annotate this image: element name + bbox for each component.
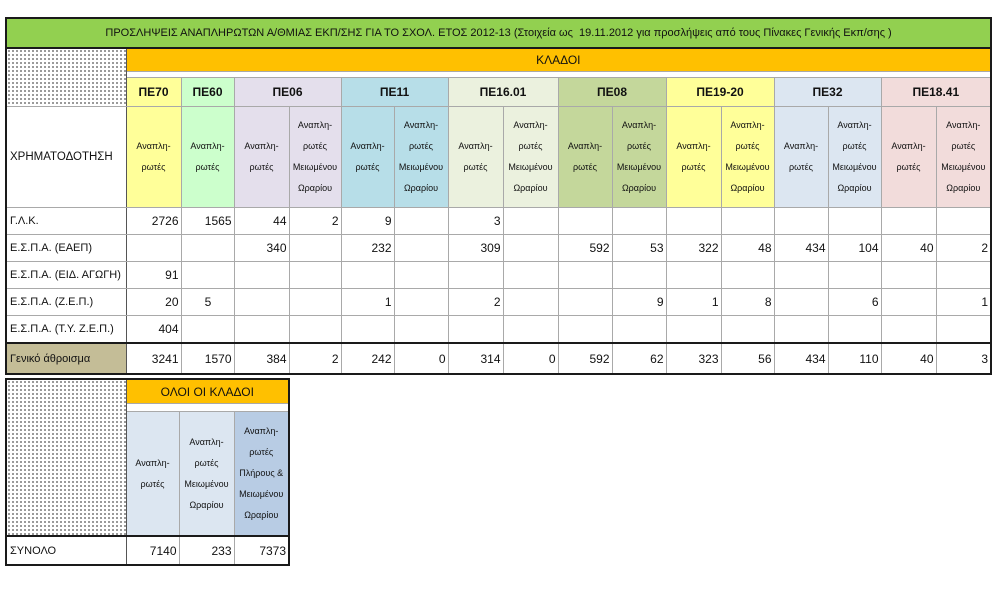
value-cell: 309: [448, 235, 503, 262]
value-cell: 91: [126, 262, 181, 289]
value-cell: 1: [341, 289, 394, 316]
spacer-cell: [126, 404, 289, 412]
row-label: Ε.Σ.Π.Α. (Ζ.Ε.Π.): [6, 289, 126, 316]
table-row: [6, 316, 991, 344]
value-cell: [289, 316, 341, 344]
value-cell: 1565: [181, 208, 234, 235]
total-value-cell: 314: [448, 343, 503, 374]
total-value-cell: 62: [612, 343, 666, 374]
value-cell: [774, 316, 828, 344]
column-header-pe06-meiomenou: Αναπλη- ρωτές Μειωμένου Ωραρίου: [289, 107, 341, 208]
total-row: [6, 343, 991, 374]
table-row: [6, 289, 991, 316]
all-branches-header: ΟΛΟΙ ΟΙ ΚΛΑΔΟΙ: [126, 379, 289, 404]
column-header-all-anaplirotes: Αναπλη- ρωτές: [126, 412, 179, 537]
branch-header-pe70: ΠΕ70: [126, 78, 181, 107]
value-cell: 104: [828, 235, 881, 262]
branch-header-pe16-01: ΠΕ16.01: [448, 78, 558, 107]
value-cell: [558, 262, 612, 289]
value-cell: [666, 316, 721, 344]
total-value-cell: 0: [503, 343, 558, 374]
value-cell: 340: [234, 235, 289, 262]
summary-value-cell: 7140: [126, 536, 179, 565]
value-cell: [503, 262, 558, 289]
value-cell: [828, 262, 881, 289]
value-cell: [394, 208, 448, 235]
value-cell: [394, 289, 448, 316]
total-value-cell: 3: [936, 343, 991, 374]
value-cell: 9: [341, 208, 394, 235]
value-cell: [774, 289, 828, 316]
value-cell: [936, 208, 991, 235]
total-value-cell: 384: [234, 343, 289, 374]
value-cell: 8: [721, 289, 774, 316]
value-cell: 53: [612, 235, 666, 262]
value-cell: [503, 208, 558, 235]
value-cell: [881, 316, 936, 344]
total-value-cell: 242: [341, 343, 394, 374]
value-cell: [774, 208, 828, 235]
funding-header: ΧΡΗΜΑΤΟΔΟΤΗΣΗ: [6, 107, 126, 208]
value-cell: 44: [234, 208, 289, 235]
value-cell: [234, 316, 289, 344]
value-cell: [126, 235, 181, 262]
row-label: Ε.Σ.Π.Α. (Τ.Υ. Ζ.Ε.Π.): [6, 316, 126, 344]
pattern-fill-cell: [6, 48, 126, 107]
total-value-cell: 1570: [181, 343, 234, 374]
total-value-cell: 40: [881, 343, 936, 374]
table-row: [6, 208, 991, 235]
row-label: Ε.Σ.Π.Α. (ΕΑΕΠ): [6, 235, 126, 262]
summary-total-label: ΣΥΝΟΛΟ: [6, 536, 126, 565]
value-cell: 2: [289, 208, 341, 235]
column-header-pe16-01-meiomenou: Αναπλη- ρωτές Μειωμένου Ωραρίου: [503, 107, 558, 208]
column-header-pe11-meiomenou: Αναπλη- ρωτές Μειωμένου Ωραρίου: [394, 107, 448, 208]
table-row: [6, 262, 991, 289]
column-header-pe60-anaplirotes: Αναπλη- ρωτές: [181, 107, 234, 208]
value-cell: [666, 262, 721, 289]
value-cell: [612, 262, 666, 289]
value-cell: 9: [612, 289, 666, 316]
column-header-pe18-41-meiomenou: Αναπλη- ρωτές Μειωμένου Ωραρίου: [936, 107, 991, 208]
value-cell: [503, 316, 558, 344]
table-title: ΠΡΟΣΛΗΨΕΙΣ ΑΝΑΠΛΗΡΩΤΩΝ Α/ΘΜΙΑΣ ΕΚΠ/ΣΗΣ ΓΙΑ ΤΟ ΣΧΟΛ. ΕΤΟΣ 2012-13 (Στοιχεία ως 19.11.2012 για προσλήψεις από τους Πίνακες Γενικής Εκπ/σης ): [6, 18, 991, 48]
value-cell: [612, 208, 666, 235]
value-cell: 5: [181, 289, 234, 316]
value-cell: 20: [126, 289, 181, 316]
value-cell: 434: [774, 235, 828, 262]
value-cell: 6: [828, 289, 881, 316]
value-cell: [448, 316, 503, 344]
value-cell: [881, 208, 936, 235]
value-cell: [181, 316, 234, 344]
value-cell: [558, 208, 612, 235]
value-cell: [721, 208, 774, 235]
total-value-cell: 3241: [126, 343, 181, 374]
value-cell: 404: [126, 316, 181, 344]
value-cell: [394, 316, 448, 344]
value-cell: [558, 289, 612, 316]
value-cell: [234, 289, 289, 316]
row-label: Γ.Λ.Κ.: [6, 208, 126, 235]
value-cell: [774, 262, 828, 289]
value-cell: 592: [558, 235, 612, 262]
value-cell: [666, 208, 721, 235]
column-header-pe32-anaplirotes: Αναπλη- ρωτές: [774, 107, 828, 208]
value-cell: 3: [448, 208, 503, 235]
row-label: Ε.Σ.Π.Α. (ΕΙΔ. ΑΓΩΓΗ): [6, 262, 126, 289]
value-cell: 1: [666, 289, 721, 316]
value-cell: [558, 316, 612, 344]
value-cell: [341, 316, 394, 344]
value-cell: [289, 262, 341, 289]
value-cell: 48: [721, 235, 774, 262]
column-header-pe18-41-anaplirotes: Αναπλη- ρωτές: [881, 107, 936, 208]
value-cell: [394, 235, 448, 262]
total-label: Γενικό άθροισμα: [6, 343, 126, 374]
branch-header-pe60: ΠΕ60: [181, 78, 234, 107]
value-cell: [289, 289, 341, 316]
value-cell: [881, 262, 936, 289]
total-value-cell: 434: [774, 343, 828, 374]
column-header-pe32-meiomenou: Αναπλη- ρωτές Μειωμένου Ωραρίου: [828, 107, 881, 208]
branch-header-pe06: ΠΕ06: [234, 78, 341, 107]
value-cell: [881, 289, 936, 316]
branch-header-pe08: ΠΕ08: [558, 78, 666, 107]
column-header-pe08-meiomenou: Αναπλη- ρωτές Μειωμένου Ωραρίου: [612, 107, 666, 208]
table-row: [6, 235, 991, 262]
value-cell: [936, 262, 991, 289]
value-cell: [828, 208, 881, 235]
column-header-pe06-anaplirotes: Αναπλη- ρωτές: [234, 107, 289, 208]
total-value-cell: 0: [394, 343, 448, 374]
value-cell: [341, 262, 394, 289]
value-cell: [181, 235, 234, 262]
value-cell: [721, 316, 774, 344]
column-header-pe19-20-anaplirotes: Αναπλη- ρωτές: [666, 107, 721, 208]
value-cell: [234, 262, 289, 289]
branch-header-pe32: ΠΕ32: [774, 78, 881, 107]
value-cell: [503, 289, 558, 316]
value-cell: 2: [936, 235, 991, 262]
total-value-cell: 2: [289, 343, 341, 374]
value-cell: [936, 316, 991, 344]
value-cell: 2726: [126, 208, 181, 235]
value-cell: [612, 316, 666, 344]
hirings-table: [5, 17, 992, 375]
value-cell: [503, 235, 558, 262]
total-value-cell: 110: [828, 343, 881, 374]
total-value-cell: 592: [558, 343, 612, 374]
column-header-pe11-anaplirotes: Αναπλη- ρωτές: [341, 107, 394, 208]
summary-value-cell: 7373: [234, 536, 289, 565]
column-header-all-plirous-meiomenou: Αναπλη- ρωτές Πλήρους & Μειωμένου Ωραρίου: [234, 412, 289, 537]
value-cell: [289, 235, 341, 262]
summary-table: [5, 378, 290, 566]
value-cell: [721, 262, 774, 289]
value-cell: [394, 262, 448, 289]
value-cell: 322: [666, 235, 721, 262]
summary-total-row: [6, 536, 289, 565]
column-header-pe08-anaplirotes: Αναπλη- ρωτές: [558, 107, 612, 208]
value-cell: 1: [936, 289, 991, 316]
branch-header-pe18-41: ΠΕ18.41: [881, 78, 991, 107]
value-cell: 2: [448, 289, 503, 316]
pattern-fill-cell: [6, 379, 126, 536]
branch-header-pe11: ΠΕ11: [341, 78, 448, 107]
summary-value-cell: 233: [179, 536, 234, 565]
value-cell: [181, 262, 234, 289]
column-header-pe16-01-anaplirotes: Αναπλη- ρωτές: [448, 107, 503, 208]
branch-header-pe19-20: ΠΕ19-20: [666, 78, 774, 107]
value-cell: [448, 262, 503, 289]
column-header-pe19-20-meiomenou: Αναπλη- ρωτές Μειωμένου Ωραρίου: [721, 107, 774, 208]
total-value-cell: 323: [666, 343, 721, 374]
value-cell: [828, 316, 881, 344]
column-header-all-meiomenou: Αναπλη- ρωτές Μειωμένου Ωραρίου: [179, 412, 234, 537]
value-cell: 232: [341, 235, 394, 262]
column-header-pe70-anaplirotes: Αναπλη- ρωτές: [126, 107, 181, 208]
total-value-cell: 56: [721, 343, 774, 374]
branches-header: ΚΛΑΔΟΙ: [126, 48, 991, 72]
value-cell: 40: [881, 235, 936, 262]
